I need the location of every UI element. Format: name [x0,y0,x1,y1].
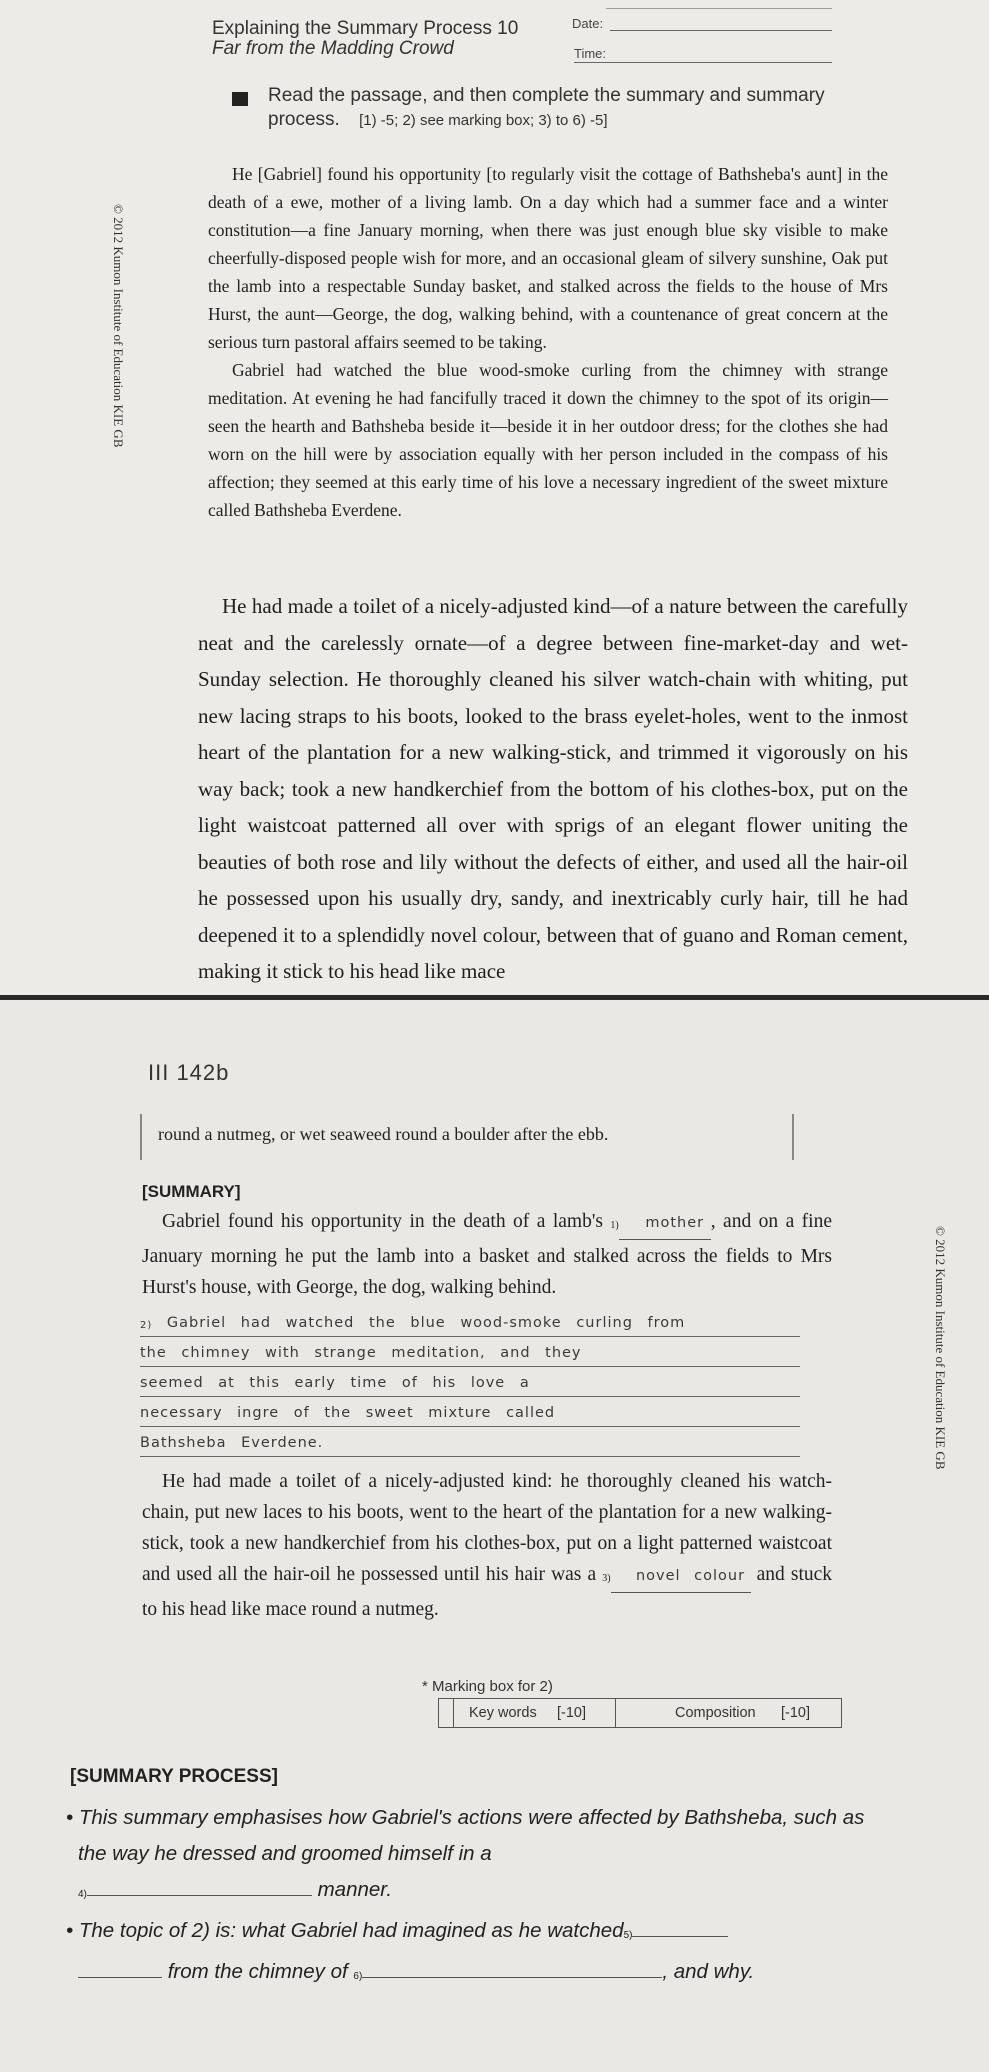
answer-2-text-4: necessary ingre of the sweet mixture called [140,1405,556,1421]
passage-paragraph-2: Gabriel had watched the blue wood-smoke curling from the chimney with strange meditation. At evening he had fancifully traced it down the chimney to the spot of its origin—seen the hearth and Bathsheba beside it—beside it in her outdoor dress; for the clothes she had worn on the hill were by association equally with her person included in the compass of his affection; they seemed at this early time of his love a necessary ingredient of the sweet mixture called Bathsheba Everdene. [208,360,888,520]
bullet-2-end: , and why. [662,1960,755,1983]
bullet-1-text: This summary emphasises how Gabriel's actions were affected by Bathsheba, such as the way he dressed and groomed himself in a [78,1806,865,1865]
summary-intro-before: Gabriel found his opportunity in the death of a lamb's [162,1211,603,1232]
answer-2-line-5[interactable] [140,1430,800,1457]
bullet-1-end: manner. [317,1878,393,1901]
copyright-vertical-2: © 2012 Kumon Institute of Education KIE GB [933,1226,948,1470]
answer-blank-1[interactable]: mother [619,1208,711,1240]
page-number: III 142b [148,1060,230,1085]
summary-para3-before: He had made a toilet of a nicely-adjusted kind: he thoroughly cleaned his watch-chain, put new laces to his boots, went to the heart of the plantation for a new walking-stick, took a new handkerchief from his clothes-box, put on a light patterned waistcoat and used all the hair-oil he possessed until his hair was a [142,1471,832,1585]
instructions [268,84,868,133]
answer-blank-6[interactable] [362,1955,662,1978]
answer-2-text-3: seemed at this early time of his love a [140,1375,530,1391]
passage-continuation: round a nutmeg, or wet seaweed round a boulder after the ebb. [158,1124,609,1144]
header-rule [606,8,832,9]
composition-score: [-10] [781,1705,811,1721]
answer-2-text-2: the chimney with strange meditation, and they [140,1345,582,1361]
answer-2-line-3[interactable] [140,1370,800,1397]
summary-intro-after: , and on a fine January morning he put the lamb into a basket and stalked across the fields to Mrs Hurst's house, with George, the dog, walking behind. [142,1211,832,1298]
key-words-label: Key words [469,1705,537,1721]
copyright-vertical: © 2012 Kumon Institute of Education KIE GB [111,204,126,448]
summary-process-heading: [SUMMARY PROCESS] [70,1766,278,1787]
answer-2-line-2[interactable] [140,1340,800,1367]
summary-process-bullet-2: • The topic of 2) is: what Gabriel had imagined as he watched5) from the chimney of 6) , and why. [66,1913,876,1995]
bullet-2-mid: from the chimney of [167,1960,348,1983]
answer-blank-3[interactable]: novel colour [611,1561,751,1593]
summary-para3-after: and stuck to his head like mace round a nutmeg. [142,1564,833,1620]
answer-2-line-4[interactable] [140,1400,800,1427]
composition-label: Composition [675,1705,756,1721]
summary-heading: [SUMMARY] [142,1182,241,1201]
date-label: Date: [572,16,604,31]
marking-box [438,1698,842,1728]
summary-process-bullet-1: • This summary emphasises how Gabriel's actions were affected by Bathsheba, such as the way he dressed and groomed himself in a 4) manner. [66,1806,865,1901]
blank-number-1: 1) [610,1220,619,1231]
time-field-line[interactable] [574,62,832,63]
answer-blank-5[interactable] [632,1914,728,1937]
summary-paragraph-3 [142,1466,832,1625]
marking-box-divider [615,1699,616,1727]
worksheet-page-top [0,0,989,995]
passage-paragraph-3: He had made a toilet of a nicely-adjusted kind—of a nature between the carefully neat and the carelessly ornate—of a degree between fine-market-day and wet-Sunday selection. He thoroughly cleaned his silver watch-chain with whiting, put new lacing straps to his boots, looked to the brass eyelet-holes, went to the inmost heart of the plantation for a new walking-stick, and trimmed it vigorously on his way back; took a new handkerchief from the bottom of his clothes-box, put on the light waistcoat patterned all over with sprigs of an elegant flower uniting the beauties of both rose and lily without the defects of either, and used all the hair-oil he possessed upon his usually dry, sandy, and inextricably curly hair, till he had deepened it to a splendidly novel colour, between that of guano and Roman cement, making it stick to his head like mace [198,594,908,983]
blank-number-6: 6) [353,1971,363,1982]
marking-box-label: * Marking box for 2) [422,1678,553,1695]
answer-2-line-1[interactable] [140,1310,800,1337]
worksheet-series-title: Explaining the Summary Process 10 [212,18,519,39]
answer-2-text-1: Gabriel had watched the blue wood-smoke curling from [166,1315,686,1331]
blank-number-4: 4) [78,1889,87,1900]
marking-note: [1) -5; 2) see marking box; 3) to 6) -5] [359,112,608,129]
summary-process-text [66,1800,876,1995]
marking-box-spacer [439,1699,454,1727]
blank-number-5: 5) [623,1930,633,1941]
bullet-2-text: The topic of 2) is: what Gabriel had imagined as he watched [78,1919,624,1942]
time-label: Time: [574,46,607,61]
instructions-text: Read the passage, and then complete the summary and summary process. [268,85,825,130]
date-field-line[interactable] [610,30,832,31]
book-title: Far from the Madding Crowd [212,38,454,59]
passage-part-1 [208,160,888,524]
answer-2-text-5: Bathsheba Everdene. [140,1435,324,1451]
summary-intro [142,1206,832,1303]
answer-blank-4[interactable] [87,1873,312,1896]
blank-number-3: 3) [602,1573,611,1584]
passage-part-2 [198,588,908,990]
instruction-marker-icon [232,92,248,106]
blank-number-2: 2) [140,1320,153,1331]
passage-paragraph-1: He [Gabriel] found his opportunity [to regularly visit the cottage of Bathsheba's aunt] in the death of a ewe, mother of a living lamb. On a day which had a summer face and a winter constitution—a fine January morning, when there was just enough blue sky visible to make cheerfully-disposed people wish for more, and an occasional gleam of silvery sunshine, Oak put the lamb into a respectable Sunday basket, and stalked across the fields to the house of Mrs Hurst, the aunt—George, the dog, walking behind, with a countenance of great concern at the serious turn pastoral affairs seemed to be taking. [208,164,888,352]
key-words-score: [-10] [557,1705,587,1721]
answer-blank-5-cont[interactable] [78,1955,162,1978]
